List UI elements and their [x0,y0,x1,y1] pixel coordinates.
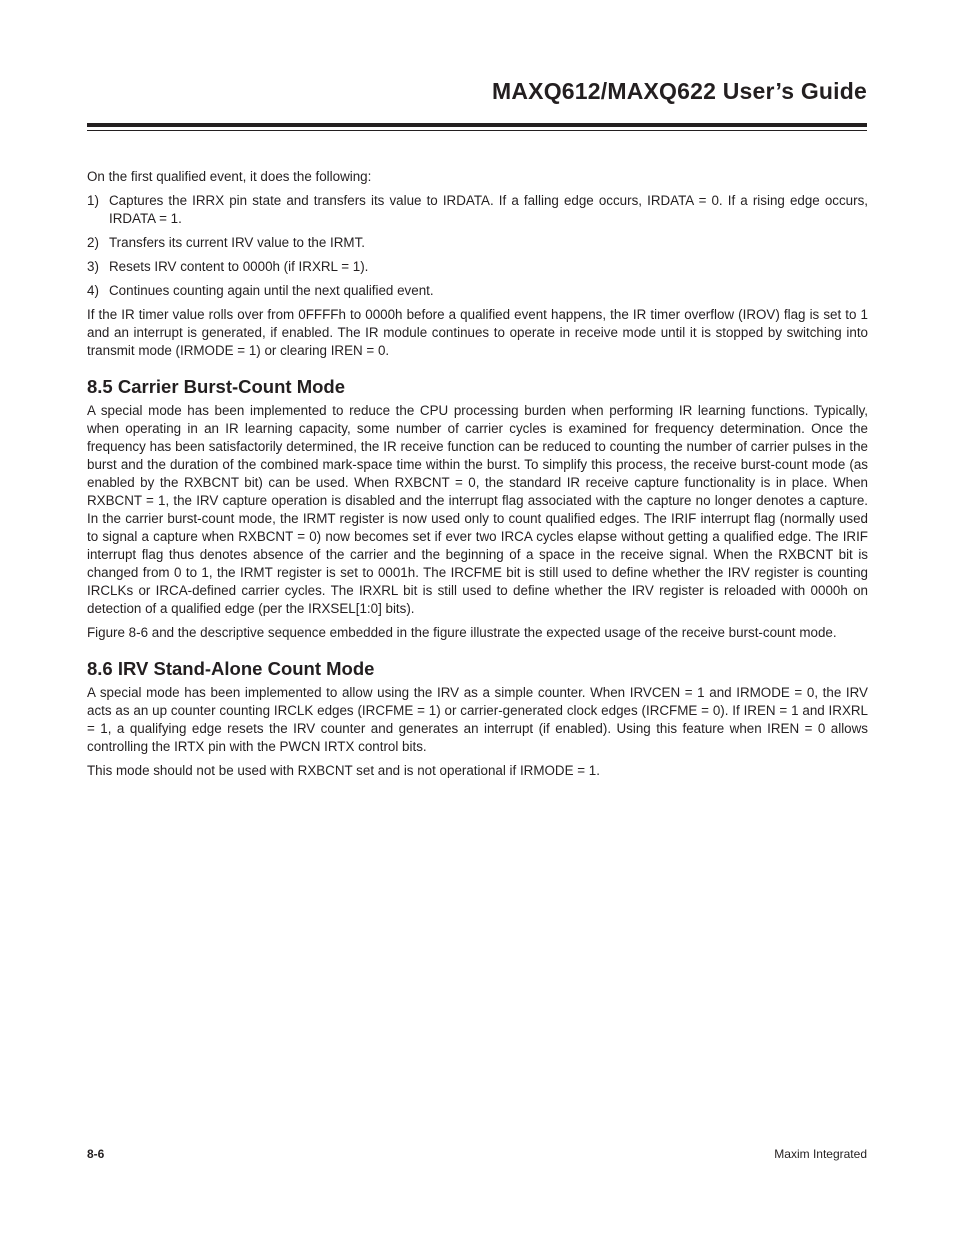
section-8-6-paragraph-1: A special mode has been implemented to allow using the IRV as a simple counter. When IRVCEN = 1 and IRMODE = 0, the IRV acts as an up counter counting IRCLK edges (IRCFME = 1) or carrier-generated clock edges (IRCFME = 0). If IREN = 1 and IRXRL = 1, a qualifying edge resets the IRV counter and generates an interrupt (if enabled). Using this feature when IREN = 0 allows controlling the IRTX pin with the PWCN IRTX control bits. [87,685,868,754]
list-item-number: 4) [87,283,99,298]
overflow-paragraph: If the IR timer value rolls over from 0FFFFh to 0000h before a qualified event happens, the IR timer overflow (IROV) flag is set to 1 and an interrupt is generated, if enabled. The IR module continues to operate in receive mode until it is stopped by switching into transmit mode (IRMODE = 1) or clearing IREN = 0. [87,307,868,358]
list-item [87,192,868,228]
list-item-number: 1) [87,193,99,208]
header-rule-thick [87,123,867,127]
list-item-text: Captures the IRRX pin state and transfers its value to IRDATA. If a falling edge occurs, IRDATA = 0. If a rising edge occurs, IRDATA = 1. [109,193,868,226]
list-item-number: 2) [87,235,99,250]
header-rule-thin [87,130,867,131]
section-8-5-paragraph-2: Figure 8-6 and the descriptive sequence embedded in the figure illustrate the expected usage of the receive burst-count mode. [87,625,837,640]
section-8-6-paragraph-2: This mode should not be used with RXBCNT set and is not operational if IRMODE = 1. [87,763,600,778]
list-item-number: 3) [87,259,99,274]
page-content [87,168,868,786]
list-item-text: Continues counting again until the next qualified event. [109,283,434,298]
list-item [87,282,868,300]
list-item [87,234,868,252]
footer-company: Maxim Integrated [774,1147,867,1161]
section-heading-8-6: 8.6 IRV Stand-Alone Count Mode [87,658,375,679]
document-title: MAXQ612/MAXQ622 User’s Guide [491,78,867,104]
list-item-text: Resets IRV content to 0000h (if IRXRL = 1). [109,259,369,274]
section-8-5-paragraph-1: A special mode has been implemented to reduce the CPU processing burden when performing IR learning functions. Typically, when operating in an IR learning capacity, some number of carrier cycles is examined for frequency determination. Once the frequency has been satisfactorily determined, the IR receive function can be reduced to counting the number of carrier pulses in the burst and the duration of the combined mark-space time within the burst. To simplify this process, the receive burst-count mode (as enabled by the RXBCNT bit) can be used. When RXBCNT = 0, the standard IR receive capture functionality is in place. When RXBCNT = 1, the IRV capture operation is disabled and the interrupt flag associated with the capture no longer denotes a capture. In the carrier burst-count mode, the IRMT register is now used only to count qualified edges. The IRIF interrupt flag (normally used to signal a capture when RXBCNT = 0) now becomes set if ever two IRCA cycles elapse without getting a qualified edge. The IRIF interrupt flag thus denotes absence of the carrier and the beginning of a space in the receive signal. When the RXBCNT bit is changed from 0 to 1, the IRMT register is set to 0001h. The IRCFME bit is still used to define whether the IRV register is counting IRCLKs or IRCA-defined carrier cycles. The IRXRL bit is still used to define whether the IRV register is reloaded with 0000h on detection of a qualified edge (per the IRXSEL[1:0] bits). [87,403,868,616]
list-item [87,258,868,276]
list-item-text: Transfers its current IRV value to the IRMT. [109,235,365,250]
section-heading-8-5: 8.5 Carrier Burst-Count Mode [87,376,346,397]
intro-paragraph: On the first qualified event, it does the following: [87,169,372,184]
page-number: 8-6 [87,1147,105,1161]
event-steps-list [87,192,868,300]
